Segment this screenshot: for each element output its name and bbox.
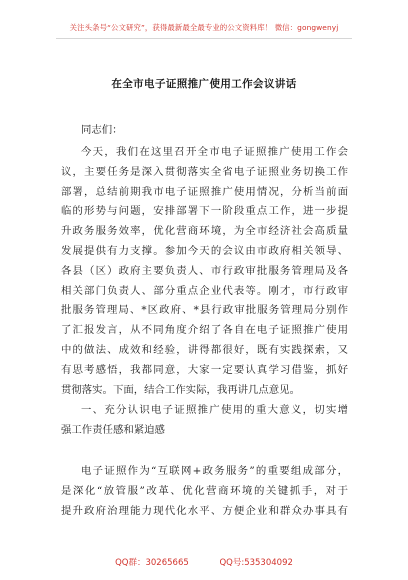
document-title: 在全市电子证照推广使用工作会议讲话 xyxy=(111,78,297,90)
header-divider xyxy=(56,38,352,39)
paragraph1-line: 今天，我们在这里召开全市电子证照推广使用工作会 xyxy=(81,146,348,158)
paragraph1-line: 议，主要任务是深入贯彻落实全省电子证照业务切换工作 xyxy=(61,165,348,178)
paragraph1-line: 相关部门负责人、部分重点企业代表等。刚才，市行政审 xyxy=(61,284,348,297)
paragraph2-line: 电子证照作为“互联网+政务服务”的重要组成部分， xyxy=(81,465,348,477)
paragraph-intro xyxy=(61,143,348,400)
paragraph-2 xyxy=(61,462,348,521)
page-footer xyxy=(0,556,408,568)
salutation: 同志们： xyxy=(81,124,123,136)
footer-qq-number: QQ号:535304092 xyxy=(219,558,293,568)
paragraph1-line: 有思考感悟，我都同意，大家一定要认真学习借鉴，抓好 xyxy=(61,363,348,376)
paragraph1-line: 发展提供有力支撑。参加今天的会议由市政府相关领导、 xyxy=(61,244,348,257)
paragraph1-line: 批服务管理局、*区政府、*县行政审批服务管理局分别作 xyxy=(61,304,348,317)
paragraph1-line: 临的形势与问题，安排部署下一阶段重点工作，进一步提 xyxy=(61,205,348,218)
paragraph2-line: 提升政府治理能力现代化水平、方便企业和群众办事具有 xyxy=(61,504,348,517)
paragraph1-line: 贯彻落实。下面，结合工作实际，我再讲几点意见。 xyxy=(61,383,300,396)
paragraph1-line: 升政务服务效率，优化营商环境，为全市经济社会高质量 xyxy=(61,225,348,238)
section-heading-1 xyxy=(61,401,348,441)
section1-line: 一、充分认识电子证照推广使用的重大意义，切实增 xyxy=(81,404,348,416)
footer-qq-group: QQ群：30265665 xyxy=(115,558,189,568)
header-promo-text: 关注头条号“公文研究”，获得最新最全最专业的公文资料库！ 微信：gongwenyj xyxy=(69,23,339,32)
paragraph1-line: 部署，总结前期我市电子证照推广使用情况，分析当前面 xyxy=(61,185,348,198)
paragraph1-line: 了汇报发言，从不同角度介绍了各自在电子证照推广使用 xyxy=(61,324,348,337)
paragraph1-line: 中的做法、成效和经验，讲得都很好，既有实践探索，又 xyxy=(61,343,348,356)
page-header xyxy=(0,0,408,40)
paragraph2-line: 是深化“放管服”改革、优化营商环境的关键抓手，对于 xyxy=(61,484,348,497)
section1-line: 强工作责任感和紧迫感 xyxy=(61,423,165,436)
paragraph1-line: 各县（区）政府主要负责人、市行政审批服务管理局及各 xyxy=(61,264,348,277)
